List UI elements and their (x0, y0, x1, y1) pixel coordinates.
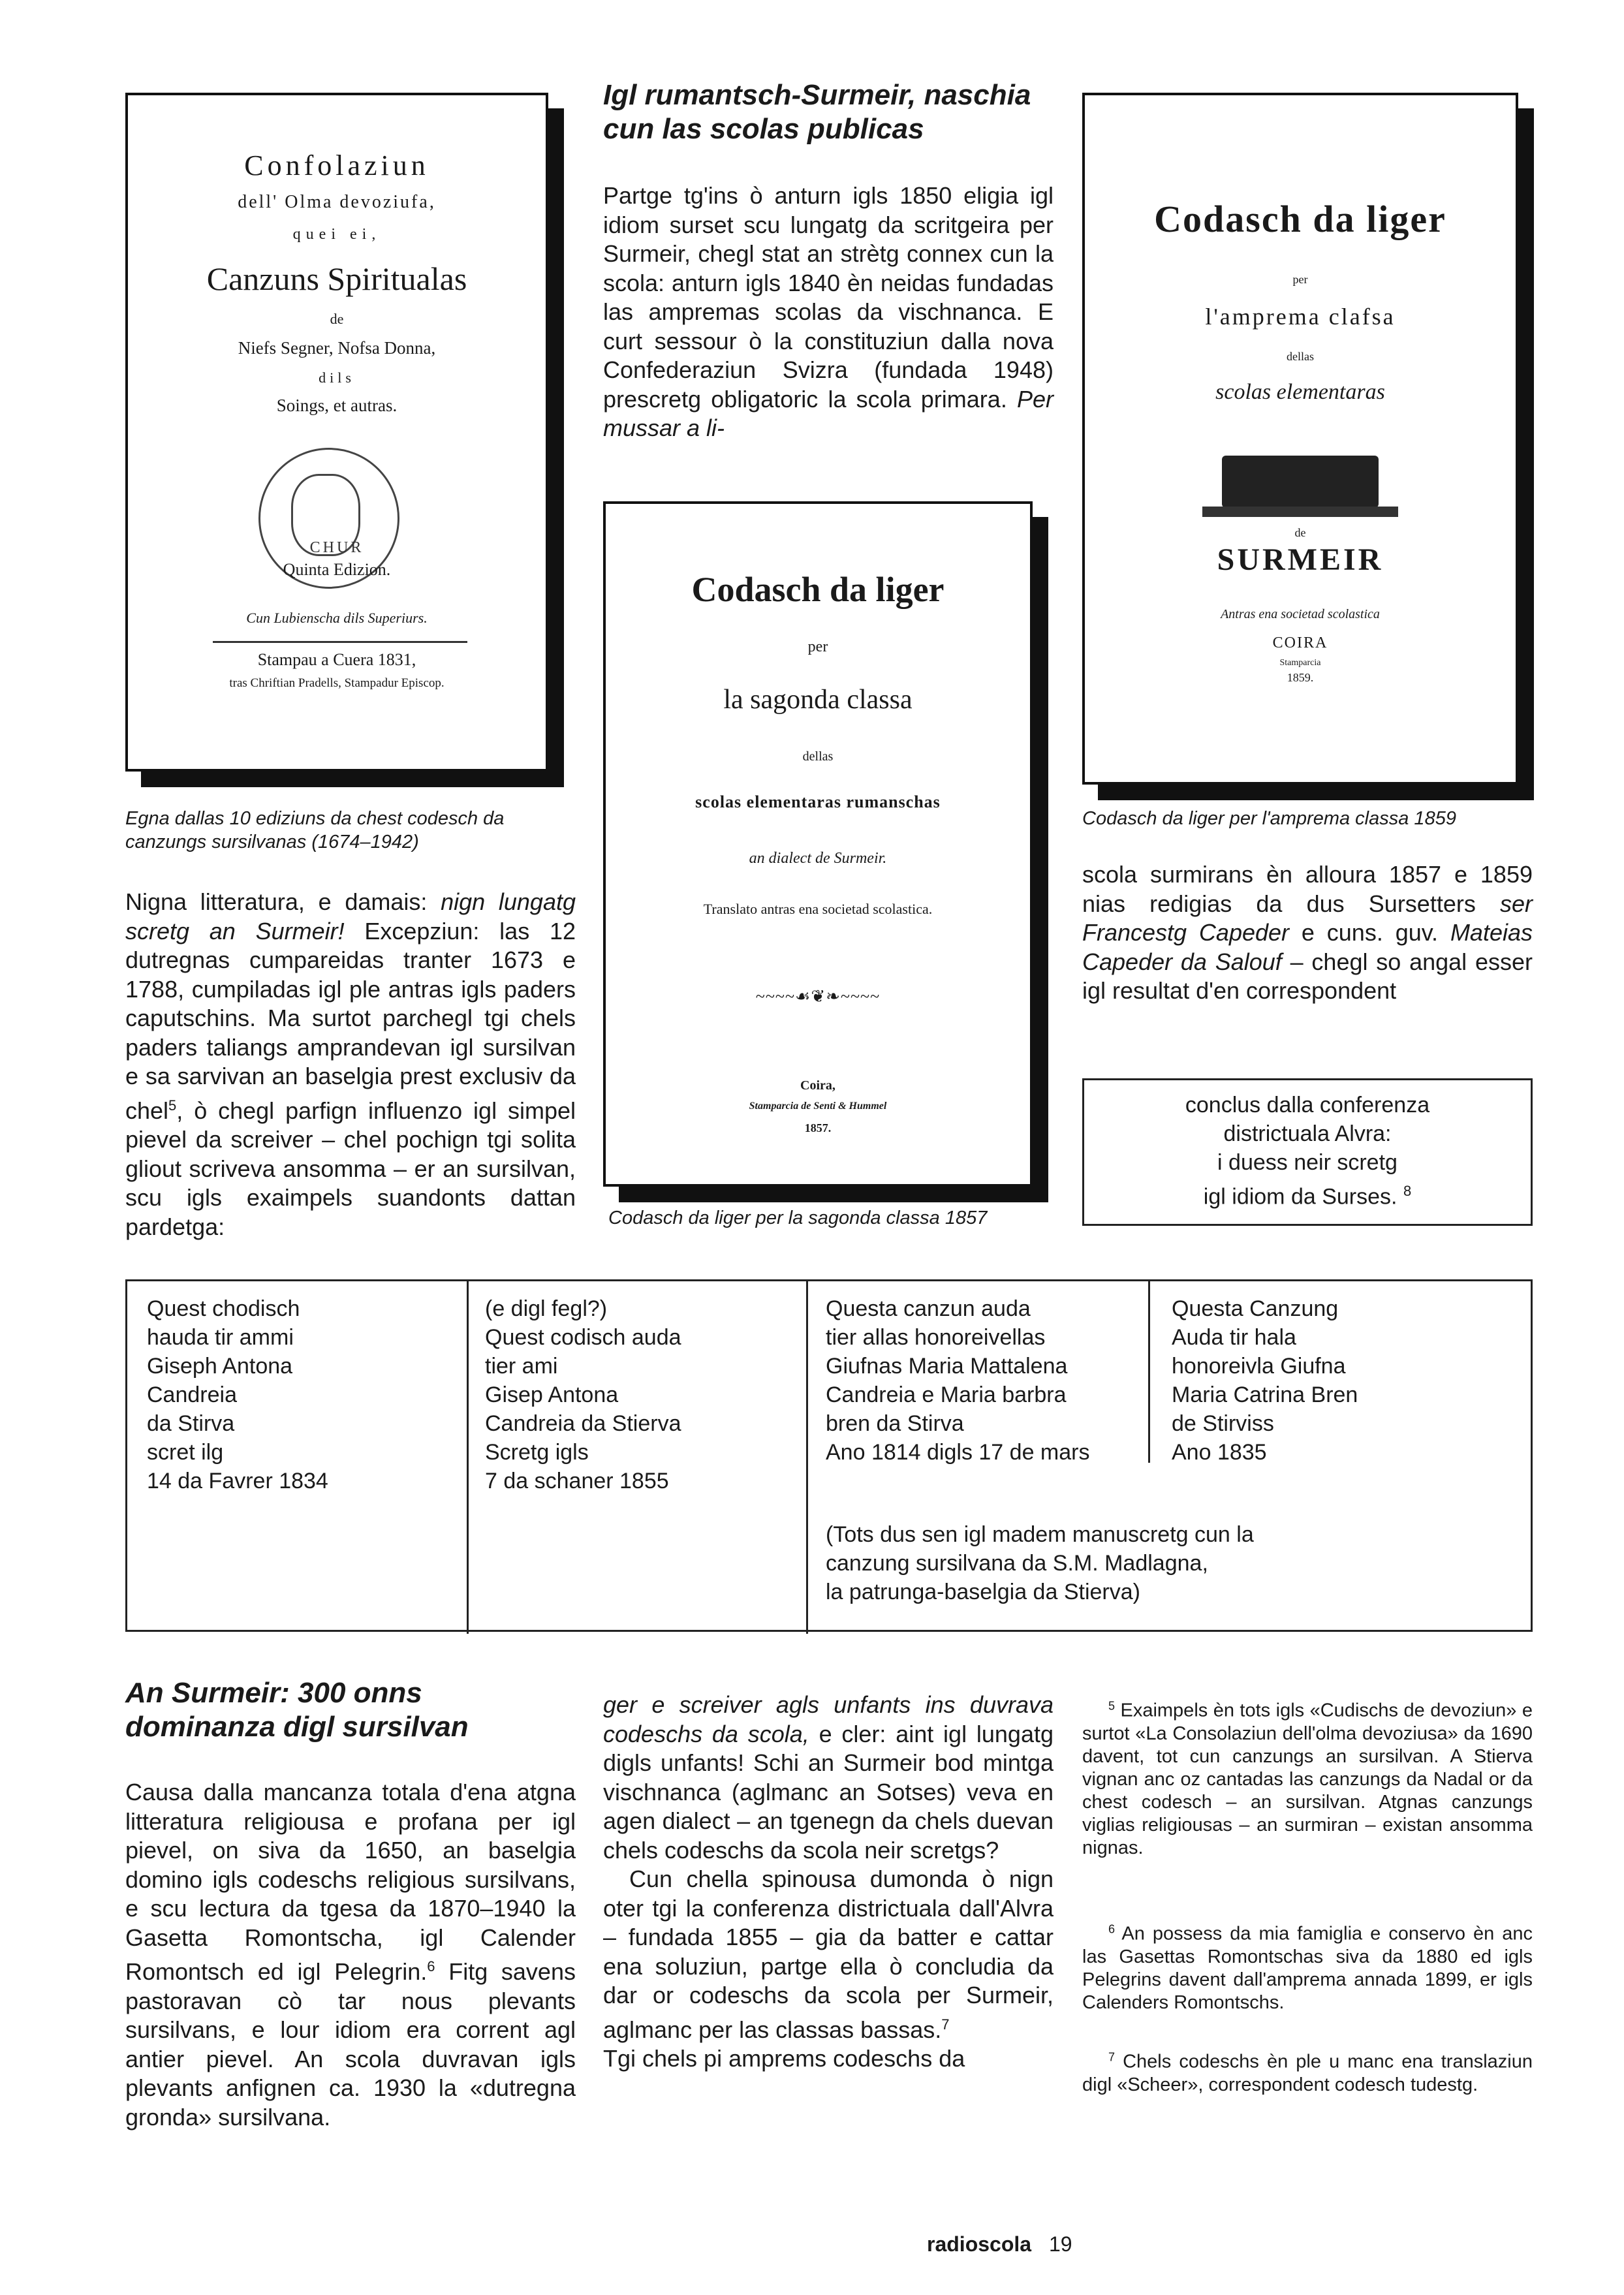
cover2-printer: Stamparcia de Senti & Hummel (749, 1101, 887, 1112)
column2-text (603, 181, 1054, 443)
table-note-line: (Tots dus sen igl madem manuscretg cun la (826, 1522, 1254, 1547)
table-divider-1 (467, 1281, 469, 1634)
cover3-surmeir: SURMEIR (1217, 542, 1384, 577)
table-cell: Auda tir hala (1172, 1325, 1296, 1350)
table-cell: honoreivla Giufna (1172, 1354, 1346, 1379)
cover2-caption: Codasch da liger per la sagonda classa 1857 (608, 1208, 988, 1228)
cover2-scolas: scolas elementaras rumanschas (695, 792, 941, 811)
footnote-5 (1082, 1694, 1533, 1860)
table-note-line: canzung sursilvana da S.M. Madlagna, (826, 1551, 1208, 1576)
article-heading-bottom: An Surmeir: 300 onns dominanza digl sursilvan (125, 1677, 469, 1743)
conclus-line1: conclus dalla conferenza (1185, 1093, 1430, 1117)
cover2-dellas: dellas (802, 749, 834, 764)
table-cell: da Stirva (147, 1411, 235, 1436)
cover3-year: 1859. (1287, 671, 1314, 684)
table-cell: Candreia e Maria barbra (826, 1382, 1067, 1407)
cover2-city: Coira, (800, 1078, 835, 1093)
footnote-6-number: 6 (1108, 1922, 1116, 1935)
table-cell: Questa Canzung (1172, 1296, 1339, 1321)
col1-text-c: Excepziun: las 12 dutregnas cumpareidas tranter 1673 e 1788, cumpiladas igl ple antras igls paders caputschins. Ma surtot parchegl tgi chels paders taliangs amprandevan igl sursilvan e sa sarvivan an baselgia prest exclusiv da chel (125, 917, 576, 1124)
table-cell: Quest chodisch (147, 1296, 300, 1321)
cover3-caption: Codasch da liger per l'amprema classa 1859 (1082, 808, 1456, 829)
cover3-city: COIRA (1272, 634, 1328, 651)
col3-text-a: scola surmirans èn alloura 1857 e 1859 nias redigias da dus Sursetters (1082, 861, 1533, 917)
page-number: 19 (1048, 2232, 1072, 2256)
conclus-box (1082, 1078, 1533, 1226)
table-cell: Quest codisch auda (485, 1325, 681, 1350)
col1b-text-a: Causa dalla mancanza totala d'ena atgna litteratura religiousa e profana per igl pievel, on siva da 1650, an baselgia domino igls codeschs religious sursilvans, e scu lectura da tgesa da 1870–1940 la Gasetta Romontscha, igl Calender Romontsch ed igl Pelegrin. (125, 1779, 576, 1985)
cover3-printer: Stamparcia (1279, 658, 1321, 668)
footnote-6-text: An possess da mia famiglia e conservo èn anc las Gasettas Romontschas siva da 1880 ed igls Pelegrins davent dall'amprema annada 1899, er igls Calenders Romontschs. (1082, 1923, 1533, 2013)
table-cell: Giseph Antona (147, 1354, 293, 1379)
table-cell: Candreia da Stierva (485, 1411, 681, 1436)
col2b-text-italic: ger e screiver agls unfants ins duvrava codeschs da scola, (603, 1691, 1054, 1747)
table-divider-3 (1148, 1281, 1150, 1463)
table-cell: 7 da schaner 1855 (485, 1469, 669, 1493)
table-cell: bren da Stirva (826, 1411, 964, 1436)
footnote-7-text: Chels codeschs èn ple u manc ena translaziun digl «Scheer», correspondent codesch tudestg. (1082, 2051, 1533, 2095)
conclus-line2: districtuala Alvra: (1223, 1121, 1392, 1146)
table-cell: scret ilg (147, 1440, 224, 1465)
cover3-antras: Antras ena societad scolastica (1221, 607, 1380, 621)
table-cell: hauda tir ammi (147, 1325, 294, 1350)
book-cover-sagonda-classa (603, 501, 1033, 1187)
cover3-book-engraving (1222, 456, 1379, 508)
cover1-stamp-text: CHUR (309, 539, 364, 556)
cover3-per: per (1292, 273, 1308, 286)
cover1-line3: de (330, 311, 344, 327)
table-cell: Ano 1814 digls 17 de mars (826, 1440, 1090, 1465)
table-cell: tier allas honoreivellas (826, 1325, 1046, 1350)
cover2-year: 1857. (804, 1121, 832, 1134)
col2-text-a: Partge tg'ins ò anturn igls 1850 eligia igl idiom surset scu lungatg da scritgeira per Surmeir, chegl stat an strètg connex cun la scola: anturn igls 1840 èn neidas fundadas las ampremas scolas da vischnanca. E curt sessour ò la constituziun dalla nova Confederaziun Svizra (fundada 1948) prescretg obligatoric la scola primara. (603, 182, 1054, 413)
footnote-7-number: 7 (1108, 2050, 1116, 2063)
table-cell: 14 da Favrer 1834 (147, 1469, 328, 1493)
col2b-text-b: e cler: aint igl lungatg digls unfants! Schi an Surmeir bod mintga vischnanca (aglmanc an Sotses) veva en agen dialect – an tgenegn da chels duevan chels codeschs da scola neir scretgs? (603, 1720, 1054, 1864)
cover3-title: Codasch da liger (1154, 198, 1446, 240)
page-footer (927, 2232, 1072, 2256)
column3-text (1082, 860, 1533, 1006)
article-heading-top: Igl rumantsch-Surmeir, naschia cun las scolas publicas (603, 79, 1031, 145)
table-cell: Giufnas Maria Mattalena (826, 1354, 1068, 1379)
table-cell: (e digl fegl?) (485, 1296, 608, 1321)
cover3-dellas: dellas (1287, 350, 1314, 363)
col3-name-2: Mateias Capeder da Salouf (1082, 919, 1533, 975)
footnote-ref-5: 5 (168, 1097, 177, 1114)
cover1-title2: Canzuns Spiritualas (206, 260, 467, 297)
cover1-title: Confolaziun (244, 149, 429, 181)
table-divider-2 (806, 1281, 808, 1634)
table-note-line: la patrunga-baselgia da Stierva) (826, 1580, 1140, 1604)
table-cell: tier ami (485, 1354, 558, 1379)
cover2-per: per (807, 638, 828, 655)
cover3-book-engraving-base (1202, 507, 1398, 517)
cover1-caption: Egna dallas 10 ediziuns da chest codesch da canzungs sursilvanas (1674–1942) (125, 808, 505, 852)
column2-bottom-text (603, 1691, 1054, 2074)
cover3-de: de (1294, 526, 1306, 539)
table-col-2 (485, 1294, 798, 1495)
col3-text-e: – chegl so angal esser igl resultat d'en correspondent (1082, 948, 1533, 1004)
footnote-ref-6: 6 (427, 1958, 435, 1975)
cover1-printer1: Stampau a Cuera 1831, (257, 650, 416, 669)
col2b-text-p2: Cun chella spinousa dumonda ò nign oter tgi la conferenza districtuala dall'Alvra – fundada 1855 – gia da batter e cattar ena soluziun, partge ella ò concludia da dar or codeschs da scola per Surmeir, aglmanc per las classas bassas. (603, 1866, 1054, 2043)
cover2-title: Codasch da liger (691, 570, 945, 609)
cover1-line6: Soings, et autras. (276, 396, 398, 415)
table-cell: Candreia (147, 1382, 237, 1407)
table-col-1 (147, 1294, 460, 1495)
col3-name-1: ser Francestg Capeder (1082, 890, 1533, 946)
footnote-7 (1082, 2046, 1533, 2097)
cover2-ornament: ~~~~☙❦❧~~~~ (755, 987, 881, 1006)
cover2-translato: Translato antras ena societad scolastica. (703, 901, 933, 917)
column1-bottom-text (125, 1778, 576, 2132)
cover1-edition: Quinta Edizion. (283, 560, 391, 579)
footnote-ref-7: 7 (941, 2016, 950, 2033)
col2b-text-p3: Tgi chels pi amprems codeschs da (603, 2045, 965, 2072)
footnote-6 (1082, 1918, 1533, 2014)
col1b-text-b: Fitg savens pastoravan cò tar nous plevants sursilvans, e lour idiom era corrent agl antier pievel. An scola duvravan igls plevants anfignen ca. 1930 la «dutregna gronda» sursilvana. (125, 1958, 576, 2131)
column1-text (125, 888, 576, 1241)
cover1-line1: dell' Olma devoziufa, (238, 192, 436, 212)
cover1-line4: Niefs Segner, Nofsa Donna, (238, 338, 436, 358)
table-note (826, 1520, 1518, 1606)
col3-text-c: e cuns. guv. (1289, 919, 1450, 946)
table-cell: Scretg igls (485, 1440, 589, 1465)
col2-text-italic: Per mussar a li- (603, 385, 1054, 441)
table-cell: Questa canzun auda (826, 1296, 1031, 1321)
cover2-classa: la sagonda classa (723, 685, 913, 715)
footnote-5-number: 5 (1108, 1699, 1116, 1712)
publication-name: radioscola (927, 2232, 1032, 2256)
inscriptions-table (125, 1279, 1533, 1632)
col1-text-a: Nigna litteratura, e damais: (125, 888, 441, 915)
footnote-5-text: Exaimpels èn tots igls «Cudischs de devoziun» e surtot «La Consolaziun dell'olma devoziusa» da 1690 davent, tot cun canzungs an sursilvan. A Stierva vignan anc oz cantadas las canzungs da Nadal or da chest codesch – an sursilvan. Atgnas canzungs viglias religiousas – an surmiran – existan ansomma nignas. (1082, 1700, 1533, 1858)
table-cell: Maria Catrina Bren (1172, 1382, 1358, 1407)
cover1-ornament-rule (213, 641, 467, 643)
cover1-permission: Cun Lubienscha dils Superiurs. (246, 610, 428, 626)
book-cover-canzuns-spiritualas (125, 93, 548, 772)
cover3-scolas: scolas elementaras (1215, 380, 1385, 404)
table-cell: de Stirviss (1172, 1411, 1274, 1436)
col1-text-d: , ò chegl parfign influenzo igl simpel pievel da screiver – chel pochign tgi solita gliout scriveva ansomma – er an sursilvan, scu igls exaimpels suandonts dattan pardetga: (125, 1097, 576, 1240)
table-col-3 (826, 1294, 1146, 1467)
table-col-4 (1172, 1294, 1511, 1467)
table-cell: Gisep Antona (485, 1382, 619, 1407)
conclus-line4: igl idiom da Surses. (1203, 1184, 1398, 1210)
cover1-line2: quei ei, (292, 226, 381, 243)
cover1-printer2: tras Chriftian Pradells, Stampadur Episcop. (229, 676, 445, 690)
footnote-ref-8: 8 (1403, 1183, 1412, 1199)
book-cover-amprema-classa (1082, 93, 1518, 785)
col1-text-italic: nign lungatg scretg an Surmeir! (125, 888, 576, 945)
conclus-line3: i duess neir scretg (1217, 1150, 1398, 1175)
table-cell: Ano 1835 (1172, 1440, 1267, 1465)
cover1-line5: dils (319, 369, 355, 386)
cover3-classa: l'amprema clafsa (1205, 304, 1396, 330)
cover2-dialect: an dialect de Surmeir. (749, 850, 887, 867)
